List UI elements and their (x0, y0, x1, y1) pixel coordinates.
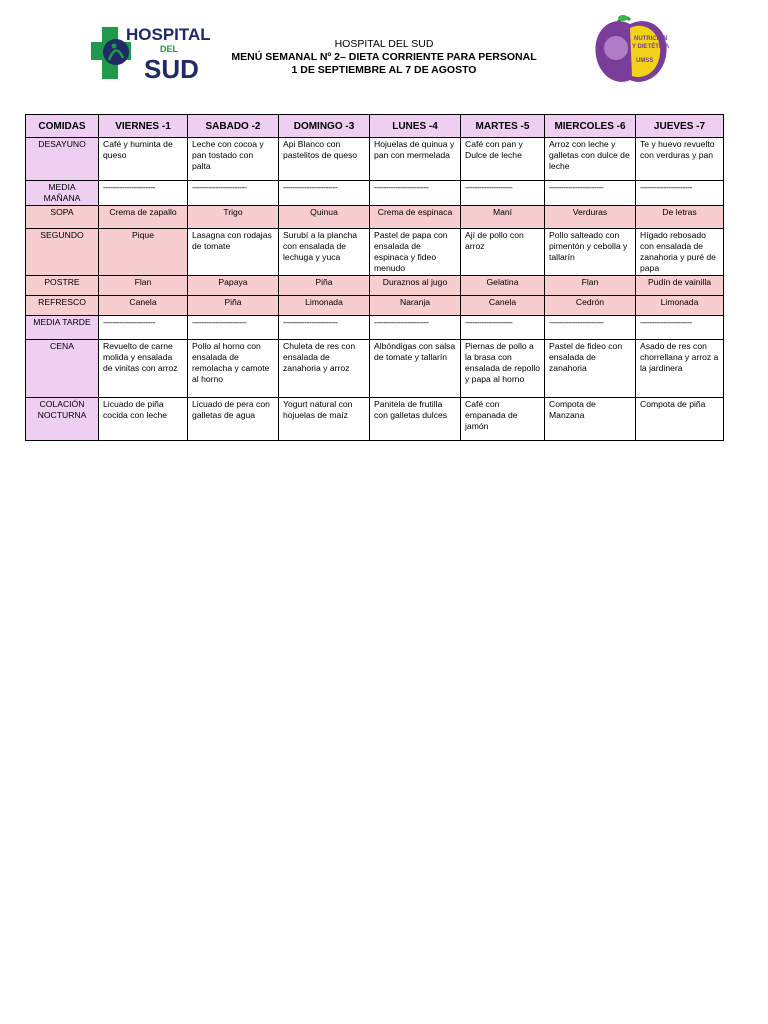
table-cell: Café con pan y Dulce de leche (461, 138, 545, 181)
table-cell: Leche con cocoa y pan tostado con palta (188, 138, 279, 181)
svg-text:DEL: DEL (160, 44, 178, 54)
table-cell: De letras (636, 206, 724, 229)
svg-text:HOSPITAL: HOSPITAL (126, 25, 211, 44)
table-cell: Maní (461, 206, 545, 229)
hospital-del-sud-logo (88, 22, 218, 84)
table-row-postre (26, 276, 724, 296)
table-row-media-tarde (26, 316, 724, 340)
table-cell: Pastel de papa con ensalada de espinaca y fideo menudo (370, 229, 461, 276)
table-cell: Lasagna con rodajas de tomate (188, 229, 279, 276)
table-cell: Api Blanco con pastelitos de queso (279, 138, 370, 181)
table-cell: Gelatina (461, 276, 545, 296)
table-cell: Albóndigas con salsa de tomate y tallarín (370, 340, 461, 398)
table-header-row (26, 115, 724, 138)
table-cell: Licuado de piña cocida con leche (99, 398, 188, 441)
table-cell: ----------------------- (545, 181, 636, 206)
table-cell: ----------------------- (188, 316, 279, 340)
table-cell: Panitela de frutilla con galletas dulces (370, 398, 461, 441)
column-header-sabado: SABADO -2 (188, 115, 279, 138)
row-label: DESAYUNO (26, 138, 99, 181)
table-row-cena (26, 340, 724, 398)
table-cell: Chuleta de res con ensalada de zanahoria y arroz (279, 340, 370, 398)
table-cell: Limonada (636, 296, 724, 316)
svg-text:UMSS: UMSS (636, 58, 654, 64)
table-row-colacion-nocturna (26, 398, 724, 441)
row-label: COLACIÓN NOCTURNA (26, 398, 99, 441)
document-header (200, 38, 568, 77)
table-row-sopa (26, 206, 724, 229)
table-cell: Canela (99, 296, 188, 316)
table-cell: Arroz con leche y galletas con dulce de leche (545, 138, 636, 181)
table-cell: ---------------------- (99, 316, 188, 340)
table-cell: ----------------------- (188, 181, 279, 206)
table-cell: ---------------------- (636, 181, 724, 206)
table-cell: Pollo al horno con ensalada de remolacha y camote al horno (188, 340, 279, 398)
header-hospital-name: HOSPITAL DEL SUD (334, 38, 434, 50)
table-row-desayuno (26, 138, 724, 181)
table-cell: Asado de res con chorrellana y arroz a la jardinera (636, 340, 724, 398)
table-cell: Flan (99, 276, 188, 296)
hospital-cross-icon (88, 22, 218, 84)
table-cell: Piña (188, 296, 279, 316)
table-cell: Café y huminta de queso (99, 138, 188, 181)
column-header-viernes: VIERNES -1 (99, 115, 188, 138)
table-cell: Pique (99, 229, 188, 276)
table-row-media-manana (26, 181, 724, 206)
column-header-miercoles: MIERCOLES -6 (545, 115, 636, 138)
table-cell: Ají de pollo con arroz (461, 229, 545, 276)
table-cell: ---------------------- (99, 181, 188, 206)
table-cell: Papaya (188, 276, 279, 296)
table-cell: Quinua (279, 206, 370, 229)
column-header-jueves: JUEVES -7 (636, 115, 724, 138)
header-date-range: 1 DE SEPTIEMBRE AL 7 DE AGOSTO (291, 64, 477, 76)
table-cell: Revuelto de carne molida y ensalada de vinitas con arroz (99, 340, 188, 398)
table-cell: ----------------------- (279, 316, 370, 340)
svg-text:Y DIETÉTICA: Y DIETÉTICA (632, 44, 670, 50)
table-cell: Trigo (188, 206, 279, 229)
column-header-comidas: COMIDAS (26, 115, 99, 138)
table-cell: ----------------------- (370, 316, 461, 340)
table-cell: Duraznos al jugo (370, 276, 461, 296)
table-cell: Hojuelas de quinua y pan con mermelada (370, 138, 461, 181)
table-cell: Café con empanada de jamón (461, 398, 545, 441)
table-cell: Pudín de vainilla (636, 276, 724, 296)
svg-text:NUTRICIÓN: NUTRICIÓN (634, 36, 668, 42)
column-header-domingo: DOMINGO -3 (279, 115, 370, 138)
apple-icon (590, 12, 672, 88)
column-header-lunes: LUNES -4 (370, 115, 461, 138)
table-cell: -------------------- (461, 316, 545, 340)
table-cell: Te y huevo revuelto con verduras y pan (636, 138, 724, 181)
weekly-menu-table (25, 114, 724, 441)
table-cell: Naranja (370, 296, 461, 316)
table-cell: Licuado de pera con galletas de agua (188, 398, 279, 441)
column-header-martes: MARTES -5 (461, 115, 545, 138)
table-cell: Flan (545, 276, 636, 296)
row-label: MEDIA MAÑANA (26, 181, 99, 206)
row-label: SEGUNDO (26, 229, 99, 276)
table-row-refresco (26, 296, 724, 316)
table-cell: Yogurt natural con hojuelas de maíz (279, 398, 370, 441)
table-cell: ----------------------- (370, 181, 461, 206)
table-cell: Piernas de pollo a la brasa con ensalada de repollo y papa al horno (461, 340, 545, 398)
svg-text:SUD: SUD (144, 54, 199, 84)
row-label: MEDIA TARDE (26, 316, 99, 340)
table-cell: Pollo salteado con pimentón y cebolla y tallarín (545, 229, 636, 276)
table-cell: Surubí a la plancha con ensalada de lechuga y yuca (279, 229, 370, 276)
table-cell: Piña (279, 276, 370, 296)
row-label: CENA (26, 340, 99, 398)
row-label: REFRESCO (26, 296, 99, 316)
table-cell: Crema de zapallo (99, 206, 188, 229)
table-cell: Canela (461, 296, 545, 316)
table-cell: ----------------------- (279, 181, 370, 206)
table-cell: Verduras (545, 206, 636, 229)
table-cell: Limonada (279, 296, 370, 316)
row-label: SOPA (26, 206, 99, 229)
table-cell: ---------------------- (636, 316, 724, 340)
table-cell: Pastel de fideo con ensalada de zanahoria (545, 340, 636, 398)
table-cell: ----------------------- (545, 316, 636, 340)
row-label: POSTRE (26, 276, 99, 296)
table-cell: Cedrón (545, 296, 636, 316)
table-row-segundo (26, 229, 724, 276)
header-menu-title: MENÚ SEMANAL Nº 2– DIETA CORRIENTE PARA PERSONAL (231, 51, 537, 63)
table-cell: Hígado rebosado con ensalada de zanahoria y puré de papa (636, 229, 724, 276)
table-cell: -------------------- (461, 181, 545, 206)
table-cell: Compota de piña (636, 398, 724, 441)
nutricion-dietetica-logo (590, 12, 672, 88)
table-cell: Compota de Manzana (545, 398, 636, 441)
table-cell: Crema de espinaca (370, 206, 461, 229)
